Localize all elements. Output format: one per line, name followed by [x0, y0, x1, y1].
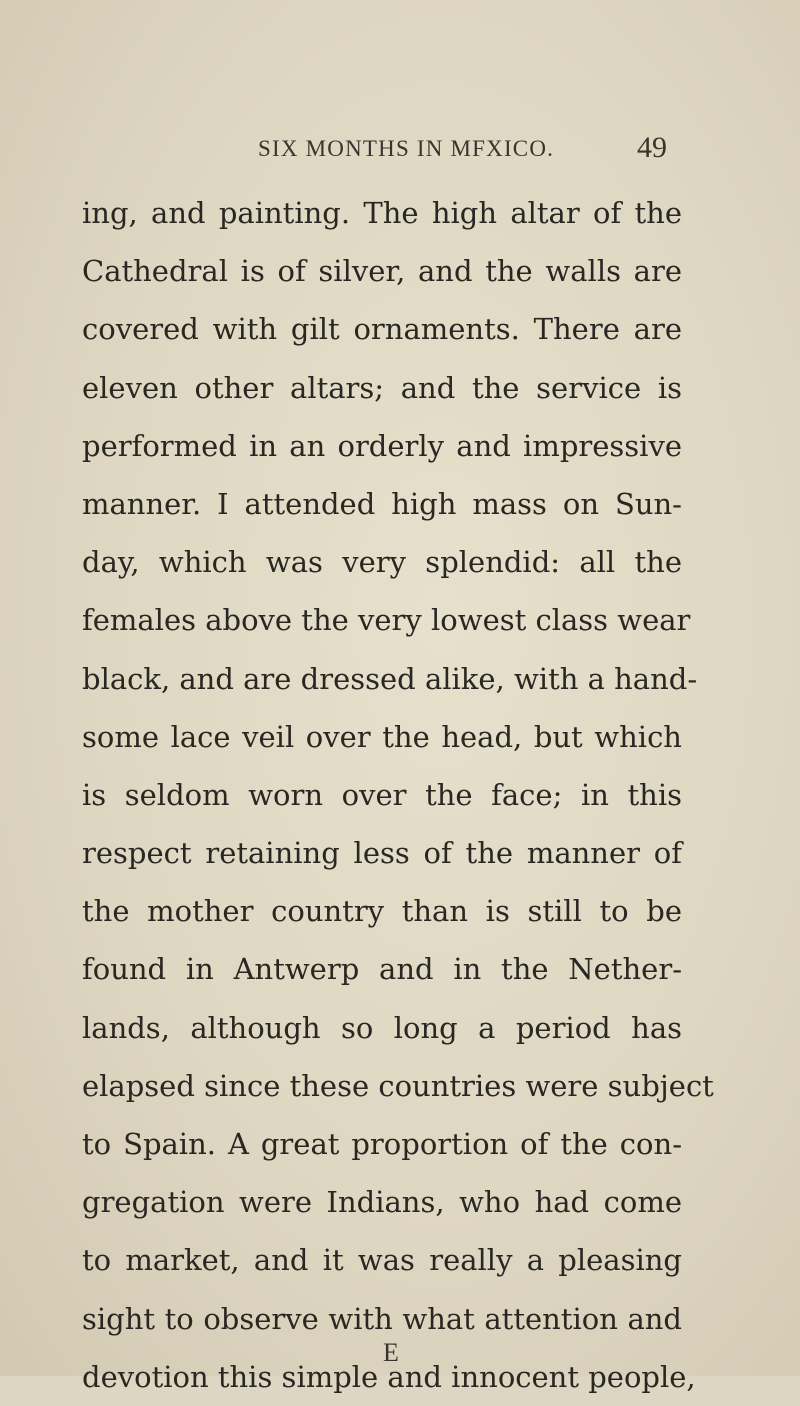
page-header — [0, 130, 800, 170]
text-line: lands, although so long a period has — [82, 1010, 682, 1045]
text-line: found in Antwerp and in the Nether- — [82, 952, 682, 987]
text-line: performed in an orderly and impressive — [82, 428, 682, 463]
text-line: gregation were Indians, who had come — [82, 1185, 682, 1220]
text-line: Cathedral is of silver, and the walls are — [82, 254, 682, 289]
running-head: SIX MONTHS IN MFXICO. — [258, 136, 555, 161]
page-number: 49 — [637, 131, 667, 164]
text-line: females above the very lowest class wear — [82, 603, 691, 638]
text-line: some lace veil over the head, but which — [82, 719, 682, 754]
text-line: the mother country than is still to be — [82, 894, 682, 929]
text-line: to market, and it was really a pleasing — [82, 1243, 682, 1278]
text-line: eleven other altars; and the service is — [82, 370, 682, 405]
text-line: black, and are dressed alike, with a hand- — [82, 661, 698, 696]
text-line: covered with gilt ornaments. There are — [82, 312, 682, 347]
text-line: respect retaining less of the manner of — [82, 836, 682, 871]
text-line: day, which was very splendid: all the — [82, 545, 682, 580]
signature-mark: E — [383, 1338, 399, 1367]
text-line: to Spain. A great proportion of the con- — [82, 1127, 682, 1161]
text-line: elapsed since these countries were subject — [82, 1068, 714, 1103]
text-line: sight to observe with what attention and — [82, 1301, 682, 1336]
text-line: ing, and painting. The high altar of the — [82, 196, 682, 230]
body-text — [82, 184, 714, 1406]
text-line: is seldom worn over the face; in this — [82, 777, 682, 812]
text-line: devotion this simple and innocent people, — [82, 1359, 696, 1394]
text-line: manner. I attended high mass on Sun- — [82, 486, 682, 521]
